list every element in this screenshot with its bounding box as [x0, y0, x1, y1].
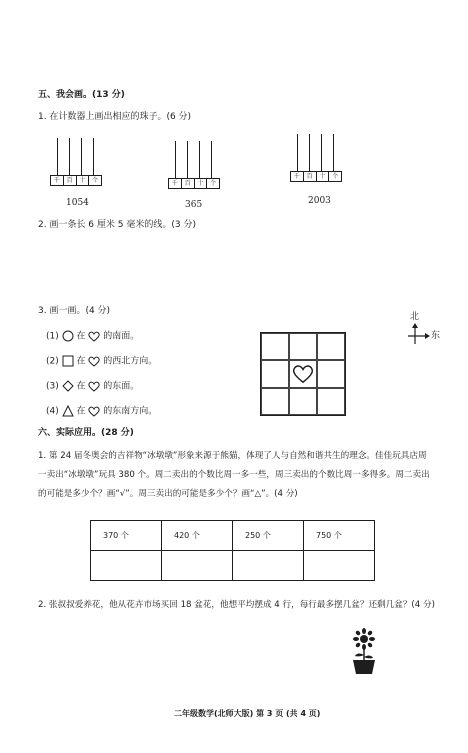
table-cell: 370 个 — [91, 521, 162, 551]
abacus-label: 个 — [332, 173, 339, 180]
direction-grid — [260, 332, 346, 416]
compass-icon — [406, 322, 432, 346]
answer-cell[interactable] — [91, 551, 162, 581]
q6-2: 2. 张叔叔爱养花，他从花卉市场买回 18 盆花，他想平均摆成 4 行，每行最多摆几盆？还剩几盆？(4 分) — [38, 600, 435, 610]
abacus-label: 百 — [182, 179, 195, 188]
question-1: 1. 在计数器上画出相应的珠子。(6 分) — [38, 112, 192, 122]
answer-cell[interactable] — [304, 551, 375, 581]
heart-icon — [88, 381, 100, 392]
abacus-label: 百 — [304, 172, 317, 181]
heart-icon — [88, 406, 100, 417]
heart-icon — [88, 331, 100, 342]
q6-1-line-2: 一卖出“冰墩墩”玩具 380 个。周二卖出的个数比周一多一些，周三卖出的个数比周一多得多。周二卖出 — [38, 470, 430, 480]
compass-north-label: 北 — [410, 312, 420, 322]
answer-cell[interactable] — [162, 551, 233, 581]
abacus-2 — [168, 141, 220, 189]
heart-icon — [292, 364, 314, 384]
compass-east-label: 东 — [431, 331, 441, 341]
abacus-label: 千 — [291, 172, 304, 181]
abacus-label: 千 — [51, 176, 64, 185]
table-cell: 750 个 — [304, 521, 375, 551]
abacus-3 — [290, 134, 342, 182]
answer-table — [90, 520, 375, 581]
question-2: 2. 画一条长 6 厘米 5 毫米的线。(3 分) — [38, 220, 196, 230]
heart-icon — [88, 356, 100, 367]
abacus-label: 个 — [92, 177, 99, 184]
q3-item-2: (2) 在 的西北方向。 — [46, 356, 158, 367]
abacus-label: 十 — [317, 172, 330, 181]
circle-icon — [62, 330, 74, 342]
q6-1-line-3: 的可能是多少个？画“√”。周三卖出的可能是多少个？画“△”。(4 分) — [38, 489, 298, 499]
q3-item-1: (1) 在 的南面。 — [46, 331, 140, 342]
q3-item-4: (4) 在 的东南方向。 — [46, 406, 158, 417]
answer-cell[interactable] — [233, 551, 304, 581]
q3-item-3: (3) 在 的东面。 — [46, 381, 140, 392]
number-1054: 1054 — [66, 198, 89, 208]
abacus-label: 个 — [210, 180, 217, 187]
square-icon — [62, 355, 74, 367]
question-3: 3. 画一画。(4 分) — [38, 306, 111, 316]
abacus-1 — [50, 138, 102, 186]
section5-title: 五、我会画。(13 分) — [38, 90, 125, 100]
diamond-icon — [62, 380, 74, 392]
flower-pot-icon — [347, 628, 381, 676]
q6-1-line-1: 1. 第 24 届冬奥会的吉祥物“冰墩墩”形象来源于熊猫，体现了人与自然和谐共生的理念。佳佳玩具店周 — [38, 451, 427, 461]
section6-title: 六、实际应用。(28 分) — [38, 428, 134, 438]
number-365: 365 — [185, 200, 203, 210]
abacus-label: 百 — [64, 176, 77, 185]
abacus-label: 十 — [195, 179, 208, 188]
triangle-icon — [62, 405, 74, 417]
abacus-label: 千 — [169, 179, 182, 188]
number-2003: 2003 — [308, 196, 331, 206]
table-cell: 250 个 — [233, 521, 304, 551]
table-cell: 420 个 — [162, 521, 233, 551]
abacus-label: 十 — [77, 176, 90, 185]
page-footer: 二年级数学(北师大版) 第 3 页 (共 4 页) — [174, 709, 321, 718]
